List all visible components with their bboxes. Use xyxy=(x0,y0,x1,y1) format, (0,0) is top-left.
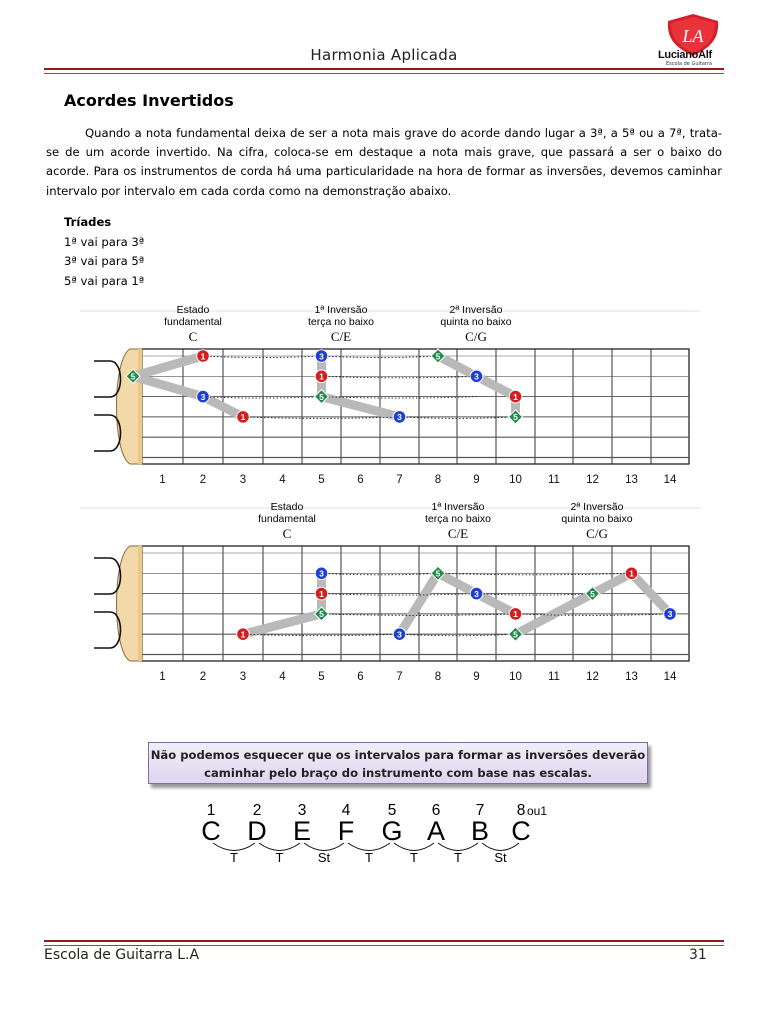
position-label: 2ª Inversão xyxy=(449,304,503,316)
position-label: 1ª Inversão xyxy=(314,304,368,316)
position-sublabel: quinta no baixo xyxy=(561,513,633,525)
note-marker-label: 1 xyxy=(319,371,324,382)
position-label: 1ª Inversão xyxy=(431,501,485,513)
scale-note: C xyxy=(511,816,531,846)
scale-note: A xyxy=(426,816,446,846)
position-label: Estado xyxy=(270,501,304,513)
position-sublabel: fundamental xyxy=(164,316,222,328)
chord-name: C/G xyxy=(465,329,487,344)
note-marker-label: 1 xyxy=(240,629,246,640)
scale-degree: 6 xyxy=(431,802,441,819)
note-marker-label: 5 xyxy=(435,568,441,579)
callout-text: Não podemos esquecer que os intervalos para formar as inversões deverão caminhar pelo braço do instrumento com base nas escalas. xyxy=(150,748,646,780)
fret-number: 7 xyxy=(396,474,403,486)
interval-step-label: T xyxy=(410,850,418,865)
section-title: Acordes Invertidos xyxy=(64,91,234,110)
note-marker-label: 3 xyxy=(474,371,479,382)
note-marker-label: 5 xyxy=(513,412,518,423)
fret-number: 13 xyxy=(625,671,638,683)
chord-name: C xyxy=(282,526,292,541)
note-marker-label: 1 xyxy=(200,351,206,362)
scale-note: C xyxy=(201,816,221,846)
footer-rule-thick xyxy=(44,940,724,942)
fret-number: 12 xyxy=(586,671,599,683)
fret-number: 13 xyxy=(625,474,638,486)
chord-name: C/E xyxy=(330,329,352,344)
fret-number: 14 xyxy=(663,474,677,486)
fret-number: 9 xyxy=(473,474,480,486)
note-marker-label: 5 xyxy=(513,629,518,640)
position-label: 2ª Inversão xyxy=(570,501,624,513)
fret-number: 10 xyxy=(509,671,522,683)
fret-number: 5 xyxy=(318,671,325,683)
position-label: Estado xyxy=(176,304,210,316)
scale-note: F xyxy=(337,816,355,846)
scale-note: D xyxy=(247,816,267,846)
logo-subtitle: Escola de Guitarra xyxy=(666,61,712,67)
position-sublabel: terça no baixo xyxy=(308,316,374,328)
scale-degree: 7 xyxy=(475,802,485,819)
scale-degree: 4 xyxy=(341,802,351,819)
fret-number: 1 xyxy=(159,474,166,486)
note-marker-label: 5 xyxy=(130,371,136,382)
logo-initials: LA xyxy=(682,26,704,46)
note-marker-label: 5 xyxy=(319,391,324,402)
note-marker-label: 1 xyxy=(513,609,518,620)
fret-number: 6 xyxy=(357,671,364,683)
fret-number: 8 xyxy=(434,671,442,683)
note-marker-label: 1 xyxy=(629,568,634,579)
fret-number: 8 xyxy=(434,474,442,486)
note-marker-label: 3 xyxy=(200,391,206,402)
note-marker-label: 5 xyxy=(435,351,441,362)
interval-step-label: T xyxy=(275,850,284,865)
scale-degree: 5 xyxy=(387,802,397,819)
note-marker-label: 1 xyxy=(319,588,324,599)
scale-degree: 3 xyxy=(297,802,307,819)
chord-name: C/E xyxy=(447,526,469,541)
fret-number: 5 xyxy=(318,474,325,486)
note-marker-label: 3 xyxy=(474,588,479,599)
interval-step-label: T xyxy=(365,850,373,865)
fret-number: 14 xyxy=(663,671,677,683)
fret-number: 7 xyxy=(396,671,403,683)
note-marker-label: 3 xyxy=(397,629,402,640)
fret-number: 2 xyxy=(199,474,207,486)
intro-paragraph: Quando a nota fundamental deixa de ser a nota mais grave do acorde dando lugar a 3ª, a 5ª ou a 7ª, trata-se de um acorde invertido. Na cifra, coloca-se em destaque a nota mais grave, que passará a ser o baixo do acorde. Para os instrumentos de corda há uma particularidade na hora de formar as inversões, devemos caminhar intervalo por intervalo em cada corda como na demonstração abaixo. xyxy=(46,126,722,198)
note-marker-label: 1 xyxy=(240,412,246,423)
position-sublabel: fundamental xyxy=(258,513,316,525)
scale-degree: 2 xyxy=(252,802,262,819)
note-marker-label: 5 xyxy=(590,588,595,599)
position-sublabel: quinta no baixo xyxy=(440,316,512,328)
triad-rule: 5ª vai para 1ª xyxy=(64,273,145,288)
fret-number: 4 xyxy=(279,474,286,486)
note-marker-label: 3 xyxy=(319,351,324,362)
scale-note: G xyxy=(381,816,403,846)
fret-number: 12 xyxy=(586,474,599,486)
logo-text: LucianoAlf xyxy=(658,49,712,61)
fret-number: 1 xyxy=(159,671,166,683)
interval-step-label: St xyxy=(317,850,331,865)
triad-rule: 1ª vai para 3ª xyxy=(64,234,145,249)
fret-number: 2 xyxy=(199,671,207,683)
chord-name: C xyxy=(188,329,198,344)
interval-step-label: T xyxy=(230,850,238,865)
note-marker-label: 3 xyxy=(397,412,402,423)
fret-number: 9 xyxy=(473,671,480,683)
fret-number: 3 xyxy=(239,671,247,683)
interval-step-label: T xyxy=(454,850,462,865)
interval-step-label: St xyxy=(494,850,507,865)
fret-number: 4 xyxy=(279,671,286,683)
note-marker-label: 3 xyxy=(667,609,673,620)
scale-note: E xyxy=(292,816,312,846)
scale-degree-suffix: ou1 xyxy=(526,804,548,818)
scale-degree: 8 xyxy=(516,802,526,819)
page-number: 31 xyxy=(689,947,707,963)
triad-rule: 3ª vai para 5ª xyxy=(64,254,145,268)
triads-title: Tríades xyxy=(64,215,112,229)
position-sublabel: terça no baixo xyxy=(425,513,491,525)
note-marker-label: 3 xyxy=(319,568,324,579)
fret-number: 10 xyxy=(509,474,522,486)
page-header-title: Harmonia Aplicada xyxy=(310,46,458,64)
footer-rule-thin xyxy=(44,945,724,946)
scale-degree: 1 xyxy=(206,802,216,819)
fret-number: 11 xyxy=(548,671,560,683)
footer-school-name: Escola de Guitarra L.A xyxy=(44,947,200,963)
note-marker-label: 5 xyxy=(319,609,324,620)
note-marker-label: 1 xyxy=(513,391,518,402)
fret-number: 3 xyxy=(239,474,247,486)
fret-number: 6 xyxy=(357,474,364,486)
chord-name: C/G xyxy=(586,526,608,541)
fret-number: 11 xyxy=(548,474,560,486)
scale-note: B xyxy=(470,816,490,846)
